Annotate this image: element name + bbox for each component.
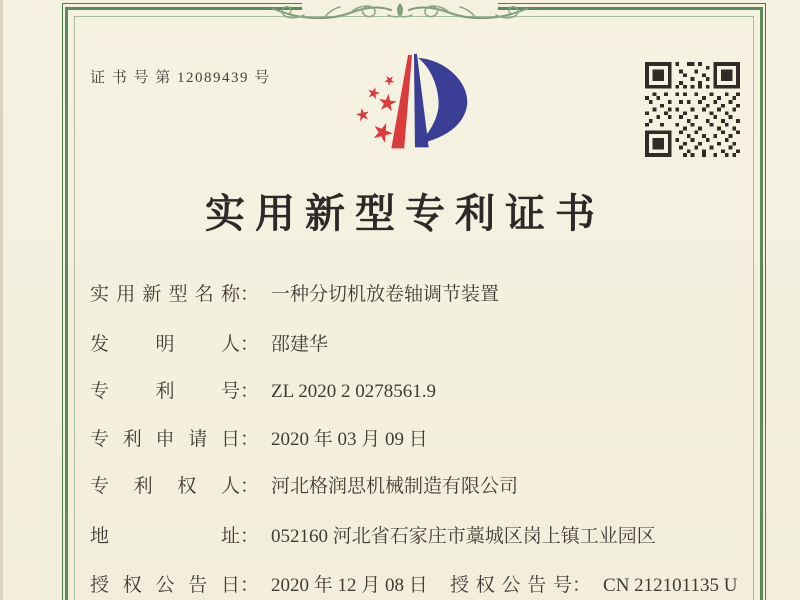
field-row-grant-date xyxy=(90,574,428,598)
field-value: 一种分切机放卷轴调节装置 xyxy=(271,284,500,305)
field-row-name xyxy=(90,283,499,307)
colon: ： xyxy=(240,526,260,547)
field-value: 2020 年 03 月 09 日 xyxy=(271,429,428,450)
qr-code xyxy=(645,62,740,157)
field-label: 授权公告号 xyxy=(450,575,572,596)
field-value: CN 212101135 U xyxy=(603,575,738,596)
field-label: 地址 xyxy=(90,526,240,547)
field-label: 实用新型名称 xyxy=(90,284,240,305)
field-row-patentee xyxy=(90,475,518,499)
field-row-patent-no xyxy=(90,380,436,404)
field-value: 052160 河北省石家庄市藁城区岗上镇工业园区 xyxy=(271,526,656,547)
flourish-ornament-icon xyxy=(270,0,530,24)
field-label: 授权公告日 xyxy=(90,575,240,596)
field-label: 专利申请日 xyxy=(90,429,240,450)
field-label: 发明人 xyxy=(90,334,240,355)
colon: ： xyxy=(240,476,260,497)
cnipa-logo-icon xyxy=(332,50,492,168)
colon: ： xyxy=(240,284,260,305)
colon: ： xyxy=(240,334,260,355)
field-label: 专利号 xyxy=(90,381,240,402)
colon: ： xyxy=(240,575,260,596)
field-label: 专利权人 xyxy=(90,476,240,497)
field-row-filing-date xyxy=(90,428,428,452)
certificate-number: 证 书 号 第 12089439 号 xyxy=(90,70,271,86)
field-row-address xyxy=(90,525,656,549)
field-value: 邵建华 xyxy=(271,334,329,355)
field-value: ZL 2020 2 0278561.9 xyxy=(271,381,437,402)
colon: ： xyxy=(240,381,260,402)
field-value: 2020 年 12 月 08 日 xyxy=(271,575,428,596)
scan-edge-shadow xyxy=(0,0,3,600)
colon: ： xyxy=(572,575,592,596)
logo-blue-wedge xyxy=(414,54,429,147)
field-row-inventor xyxy=(90,333,328,357)
field-value: 河北格润思机械制造有限公司 xyxy=(271,476,519,497)
colon: ： xyxy=(240,429,260,450)
field-row-grant-no xyxy=(450,574,737,598)
certificate-title: 实用新型专利证书 xyxy=(205,191,605,236)
